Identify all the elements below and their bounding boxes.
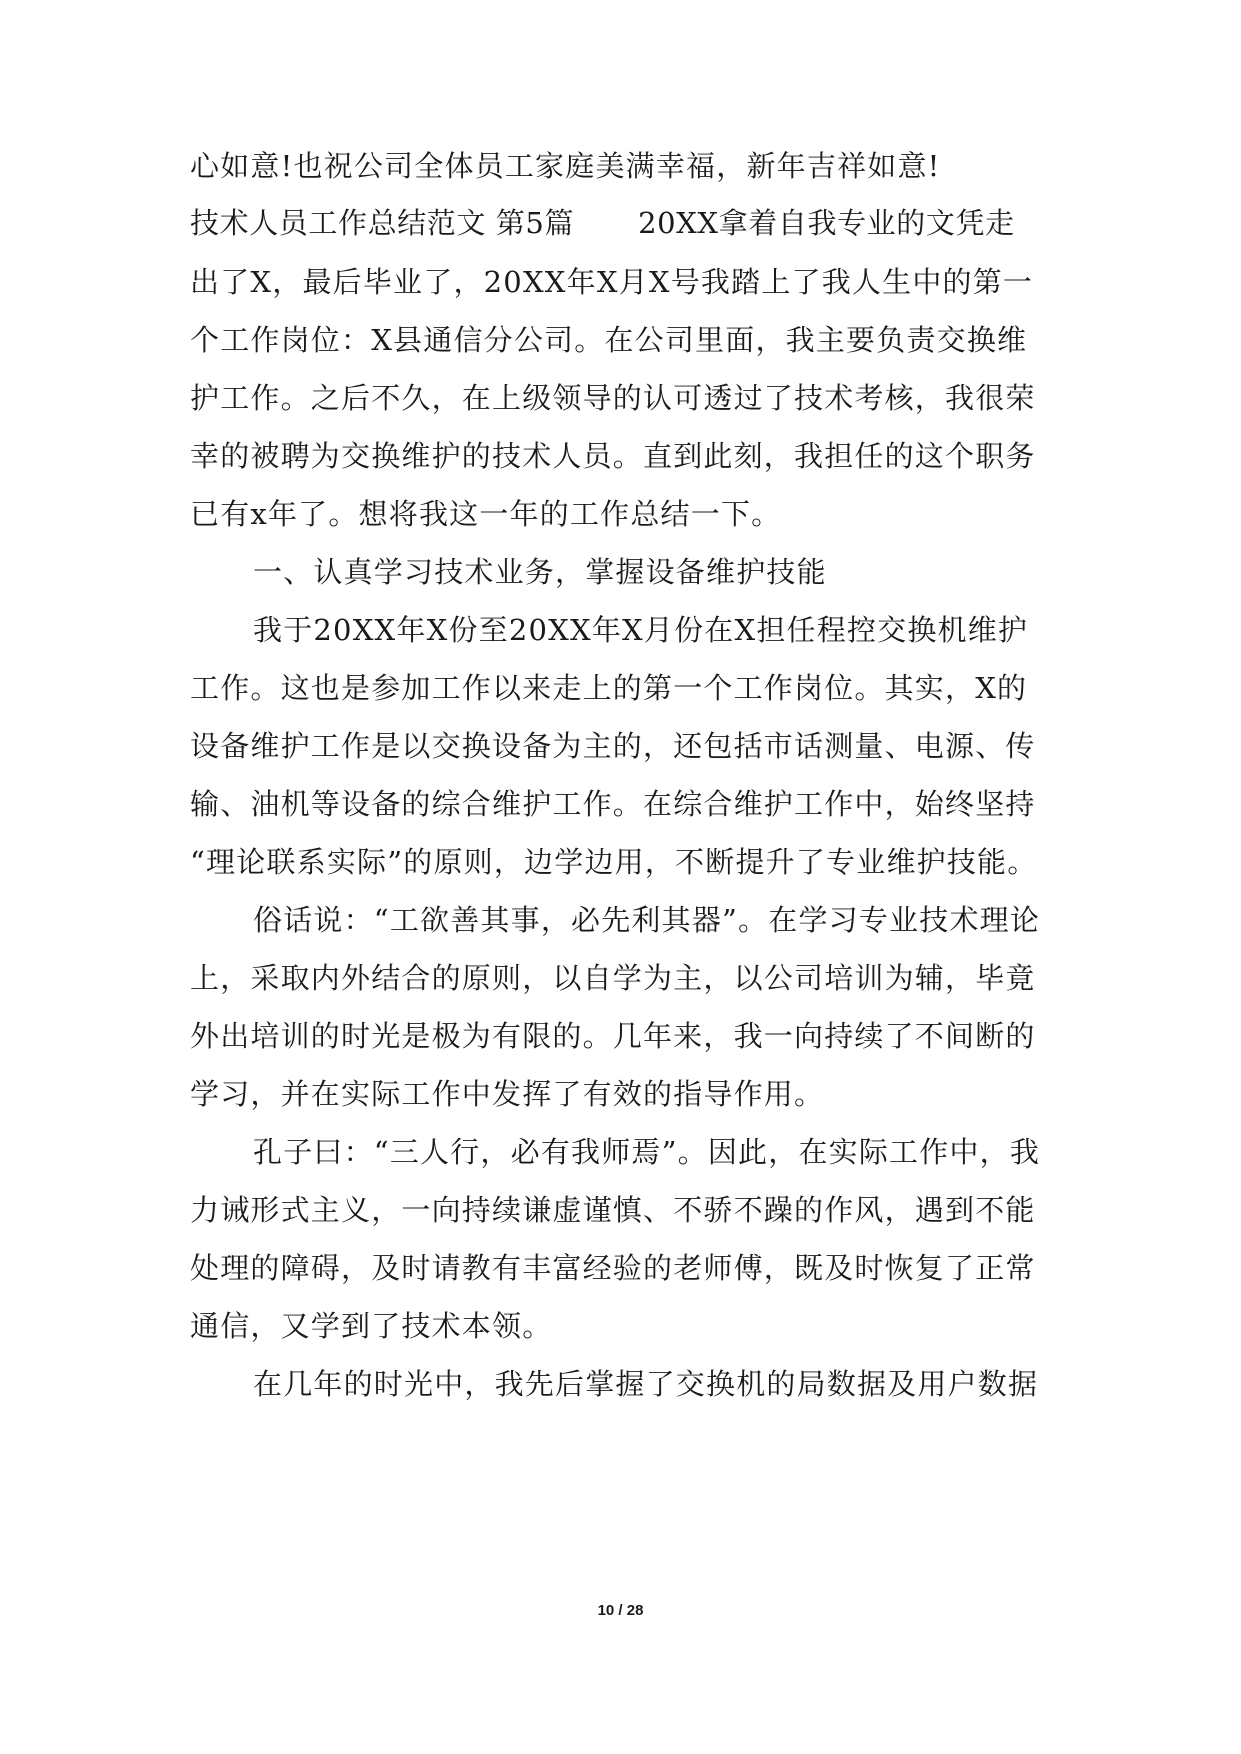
text-line: 护工作。之后不久，在上级领导的认可透过了技术考核，我很荣: [190, 381, 1036, 415]
text-line: 设备维护工作是以交换设备为主的，还包括市话测量、电源、传: [190, 729, 1036, 763]
text-line: 个工作岗位：X县通信分公司。在公司里面，我主要负责交换维: [190, 323, 1028, 357]
paragraph-start: 俗话说：“工欲善其事，必先利其器”。在学习专业技术理论: [253, 903, 1041, 937]
section-title: 技术人员工作总结范文 第5篇: [190, 206, 575, 240]
paragraph-start: 孔子曰：“三人行，必有我师焉”。因此，在实际工作中，我: [253, 1135, 1041, 1169]
text-line: 已有x年了。想将我这一年的工作总结一下。: [190, 497, 782, 531]
text-line: 力诫形式主义，一向持续谦虚谨慎、不骄不躁的作风，遇到不能: [190, 1193, 1036, 1227]
paragraph-start: 我于20XX年X份至20XX年X月份在X担任程控交换机维护: [253, 613, 1029, 647]
text-line: 工作。这也是参加工作以来走上的第一个工作岗位。其实，X的: [190, 671, 1028, 705]
text-line: 心如意!也祝公司全体员工家庭美满幸福，新年吉祥如意!: [190, 149, 941, 183]
text-line: 外出培训的时光是极为有限的。几年来，我一向持续了不间断的: [190, 1019, 1036, 1053]
text-line: 处理的障碍，及时请教有丰富经验的老师傅，既及时恢复了正常: [190, 1251, 1036, 1285]
section-heading: 一、认真学习技术业务，掌握设备维护技能: [253, 555, 827, 589]
text-line: 出了X，最后毕业了，20XX年X月X号我踏上了我人生中的第一: [190, 265, 1034, 299]
text-line: 输、油机等设备的综合维护工作。在综合维护工作中，始终坚持: [190, 787, 1036, 821]
text-line: 幸的被聘为交换维护的技术人员。直到此刻，我担任的这个职务: [190, 439, 1036, 473]
paragraph-start: 在几年的时光中，我先后掌握了交换机的局数据及用户数据: [253, 1367, 1039, 1401]
text-line: 学习，并在实际工作中发挥了有效的指导作用。: [190, 1077, 825, 1111]
text-line: “理论联系实际”的原则，边学边用，不断提升了专业维护技能。: [190, 845, 1038, 879]
page-number: 10 / 28: [597, 1602, 644, 1619]
text-line: 通信，又学到了技术本领。: [190, 1309, 553, 1343]
text-line: 上，采取内外结合的原则，以自学为主，以公司培训为辅，毕竟: [190, 961, 1036, 995]
text-line: 20XX拿着自我专业的文凭走: [638, 206, 1015, 240]
section-title-line: [190, 203, 1050, 243]
